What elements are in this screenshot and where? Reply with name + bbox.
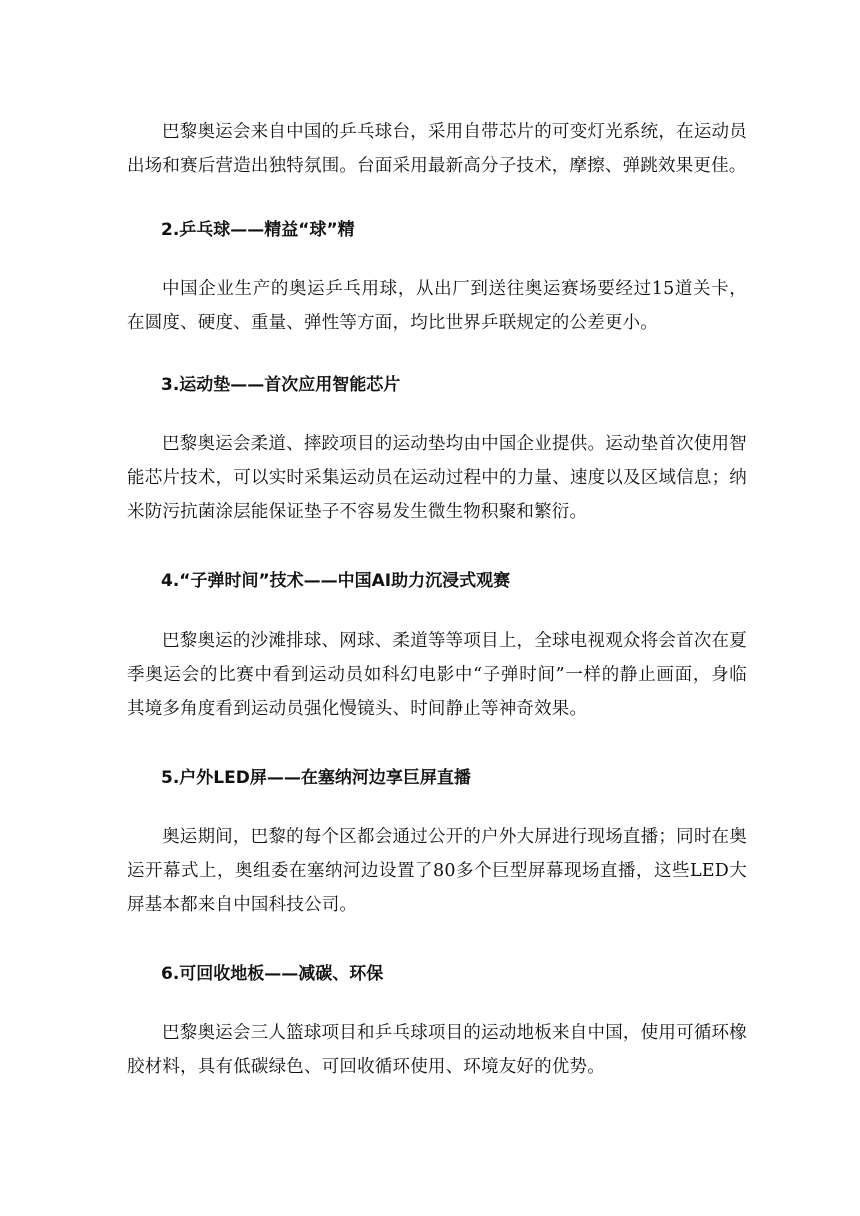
paragraph-outdoor-led: 奥运期间，巴黎的每个区都会通过公开的户外大屏进行现场直播；同时在奥运开幕式上，奥组委在塞纳河边设置了80多个巨型屏幕现场直播，这些LED大屏基本都来自中国科技公司。 bbox=[127, 827, 747, 915]
heading-sports-mat: 3.运动垫——首次应用智能芯片 bbox=[161, 375, 401, 395]
paragraph-recyclable-floor: 巴黎奥运会三人篮球项目和乒乓球项目的运动地板来自中国，使用可循环橡胶材料，具有低碳绿色、可回收循环使用、环境友好的优势。 bbox=[127, 1023, 747, 1077]
paragraph-table-tennis-ball: 中国企业生产的奥运乒乓用球，从出厂到送往奥运赛场要经过15道关卡，在圆度、硬度、重量、弹性等方面，均比世界乒联规定的公差更小。 bbox=[127, 279, 747, 333]
paragraph-sports-mat: 巴黎奥运会柔道、摔跤项目的运动垫均由中国企业提供。运动垫首次使用智能芯片技术，可以实时采集运动员在运动过程中的力量、速度以及区域信息；纳米防污抗菌涂层能保证垫子不容易发生微生物积聚和繁衍。 bbox=[127, 434, 747, 522]
heading-recyclable-floor: 6.可回收地板——减碳、环保 bbox=[161, 964, 384, 984]
heading-outdoor-led: 5.户外LED屏——在塞纳河边享巨屏直播 bbox=[161, 768, 471, 788]
paragraph-table-tennis-table: 巴黎奥运会来自中国的乒乓球台，采用自带芯片的可变灯光系统，在运动员出场和赛后营造出独特氛围。台面采用最新高分子技术，摩擦、弹跳效果更佳。 bbox=[127, 122, 747, 176]
heading-table-tennis-ball: 2.乒乓球——精益“球”精 bbox=[161, 220, 355, 240]
heading-bullet-time: 4.“子弹时间”技术——中国AI助力沉浸式观赛 bbox=[161, 571, 511, 591]
paragraph-bullet-time: 巴黎奥运的沙滩排球、网球、柔道等等项目上，全球电视观众将会首次在夏季奥运会的比赛中看到运动员如科幻电影中“子弹时间”一样的静止画面，身临其境多角度看到运动员强化慢镜头、时间静止等神奇效果。 bbox=[127, 631, 747, 719]
